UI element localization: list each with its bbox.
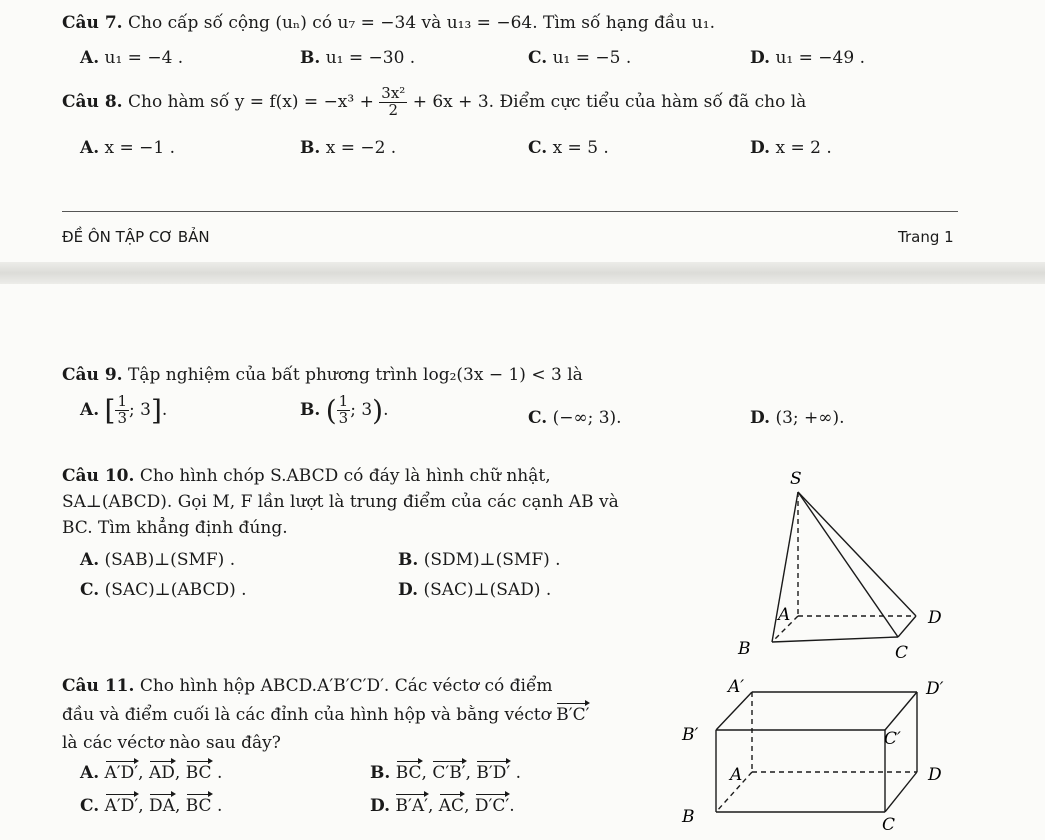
q10-label: Câu 10. [62,466,135,486]
footer-title: ĐỀ ÔN TẬP CƠ BẢN [62,228,210,246]
label-B: B [682,807,695,827]
label-S: S [790,469,802,489]
footer-page-number: Trang 1 [898,228,954,246]
q11-line-2: đầu và điểm cuối là các đỉnh của hình hộp và bằng véctơ B′C′ [62,705,590,725]
q7-option-d[interactable]: D. u₁ = −49 . [750,48,865,68]
q8-option-a[interactable]: A. x = −1 . [80,138,176,158]
q8-option-c[interactable]: C. x = 5 . [528,138,609,158]
q9-label: Câu 9. [62,365,123,385]
label-A: A [730,765,743,785]
q11-option-b[interactable]: B. BC, C′B′, B′D′ . [370,763,522,783]
q9-text: Tập nghiệm của bất phương trình log₂(3x − 1) < 3 là [127,365,583,385]
q10-option-b[interactable]: B. (SDM)⊥(SMF) . [398,550,561,570]
label-D1: D′ [926,679,944,699]
q9-stem [62,365,583,385]
q7-option-c[interactable]: C. u₁ = −5 . [528,48,632,68]
q10-option-d[interactable]: D. (SAC)⊥(SAD) . [398,580,552,600]
q11-option-a[interactable]: A. A′D′, AD, BC . [80,763,223,783]
q9-option-a[interactable]: A. [ $\frac{1}{3}$ ; 3]. [80,392,168,427]
edge-SC [798,492,898,637]
label-A1: A′ [728,677,745,697]
pyramid-figure [730,462,960,667]
q11-label: Câu 11. [62,676,135,696]
edge-CD [898,616,916,637]
q10-option-c[interactable]: C. (SAC)⊥(ABCD) . [80,580,247,600]
q9-option-c[interactable]: C. (−∞; 3). [528,408,622,428]
edge-CD [885,772,917,812]
q8-option-d[interactable]: D. x = 2 . [750,138,832,158]
q9-option-b[interactable]: B. ( $\frac{1}{3}$ ; 3). [300,392,389,427]
q7-label: Câu 7. [62,13,123,33]
footer-divider [62,211,958,212]
q7-option-a[interactable]: A. u₁ = −4 . [80,48,184,68]
edge-A1B1 [716,692,752,730]
q8-label: Câu 8. [62,91,123,112]
q9-option-d[interactable]: D. (3; +∞). [750,408,845,428]
label-C1: C′ [884,729,901,749]
label-D: D [928,608,942,628]
edge-BC [772,637,898,642]
q7-text: Cho cấp số cộng (uₙ) có u₇ = −34 và u₁₃ = −64. Tìm số hạng đầu u₁. [127,13,715,33]
q7-stem [62,13,715,33]
label-B1: B′ [682,725,699,745]
q11-option-c[interactable]: C. A′D′, DA, BC . [80,796,223,816]
q8-post: + 6x + 3. Điểm cực tiểu của hàm số đã cho là [412,91,807,112]
label-B: B [738,639,751,659]
edge-D1C1 [885,692,917,730]
q8-option-b[interactable]: B. x = −2 . [300,138,397,158]
q7-option-b[interactable]: B. u₁ = −30 . [300,48,416,68]
q8-fraction: $\frac{\text{3x²}}{2}$ [381,84,406,119]
label-C: C [895,643,909,663]
q10-line-2: SA⊥(ABCD). Gọi M, F lần lượt là trung điểm của các cạnh AB và [62,492,619,512]
page-break-gap [0,262,1045,284]
label-D: D [928,765,942,785]
q10-option-a[interactable]: A. (SAB)⊥(SMF) . [80,550,236,570]
q11-line-3: là các véctơ nào sau đây? [62,733,281,753]
vector-b1c1: B′C′ [556,705,590,725]
q11-option-d[interactable]: D. B′A′, AC, D′C′. [370,796,515,816]
box-figure [672,672,972,838]
q8-stem [62,86,806,119]
q10-line-3: BC. Tìm khẳng định đúng. [62,518,288,538]
q8-pre: Cho hàm số y = f(x) = −x³ + [127,91,374,112]
q10-line-1: Câu 10. Cho hình chóp S.ABCD có đáy là hình chữ nhật, [62,466,551,486]
label-C: C [882,815,896,835]
q11-line-1: Câu 11. Cho hình hộp ABCD.A′B′C′D′. Các véctơ có điểm [62,676,553,696]
label-A: A [778,605,791,625]
edge-SD [798,492,916,616]
